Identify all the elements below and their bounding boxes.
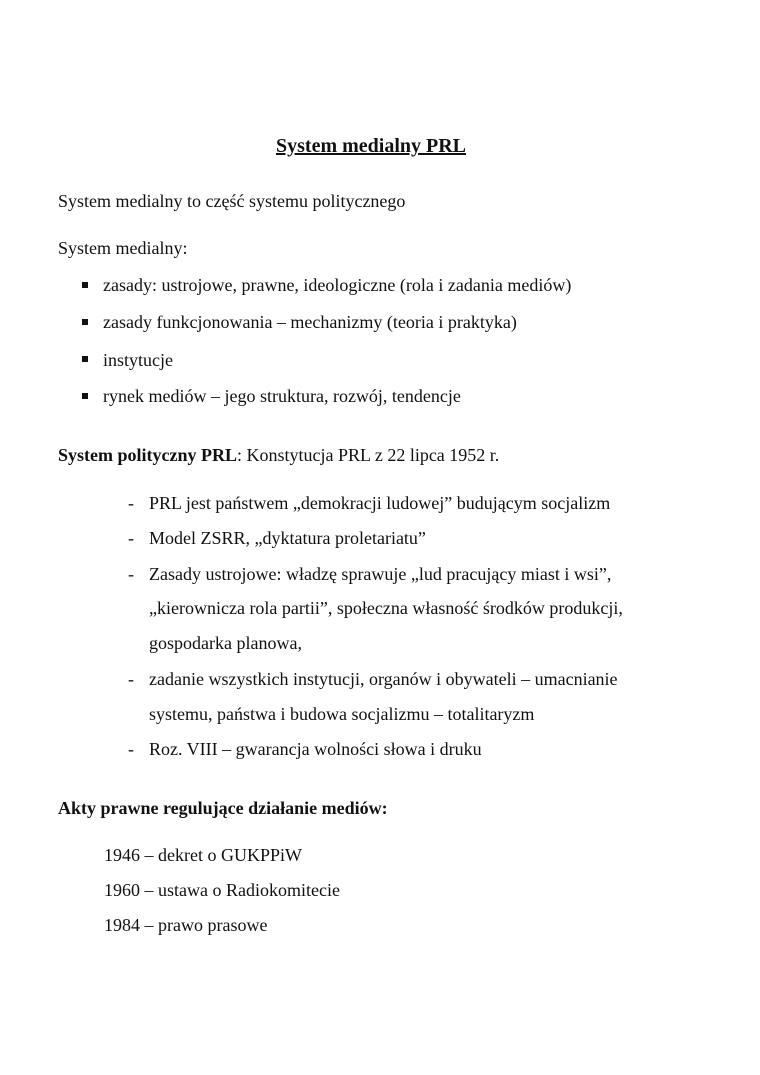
dash-marker: - [128,528,134,548]
square-bullet-icon [82,356,88,362]
list-item: 1984 – prawo prasowe [104,915,268,935]
dash-marker: - [128,493,134,513]
dash-item-line: zadanie wszystkich instytucji, organów i obywateli – umacnianie [149,669,618,689]
intro-paragraph: System medialny to część systemu politycznego [58,191,406,211]
dash-marker: - [128,669,134,689]
dash-marker: - [128,739,134,759]
square-bullet-icon [82,319,88,325]
list-item: 1960 – ustawa o Radiokomitecie [104,880,340,900]
dash-item-line: „kierownicza rola partii”, społeczna własność środków produkcji, [149,598,623,618]
dash-item-line: systemu, państwa i budowa socjalizmu – totalitaryzm [149,704,535,724]
square-bullet-icon [82,282,88,288]
bullet-text: instytucje [103,350,173,370]
bullet-text: zasady funkcjonowania – mechanizmy (teoria i praktyka) [103,312,517,332]
dash-item-line: PRL jest państwem „demokracji ludowej” budującym socjalizm [149,493,611,513]
bullet-text: zasady: ustrojowe, prawne, ideologiczne (rola i zadania mediów) [103,275,572,295]
list-item: 1946 – dekret o GUKPPiW [104,845,302,865]
acts-heading: Akty prawne regulujące działanie mediów: [58,798,388,818]
page-title: System medialny PRL [276,135,466,157]
political-system-label: System polityczny PRL [58,445,237,465]
political-system-text: : Konstytucja PRL z 22 lipca 1952 r. [237,445,500,465]
dash-item-line: gospodarka planowa, [149,633,302,653]
dash-item-line: Zasady ustrojowe: władzę sprawuje „lud pracujący miast i wsi”, [149,564,612,584]
dash-item-line: Roz. VIII – gwarancja wolności słowa i druku [149,739,482,759]
bullet-text: rynek mediów – jego struktura, rozwój, tendencje [103,386,461,406]
system-heading: System medialny: [58,238,188,258]
political-system-paragraph [58,446,499,464]
square-bullet-icon [82,393,88,399]
dash-item-line: Model ZSRR, „dyktatura proletariatu” [149,528,426,548]
dash-marker: - [128,564,134,584]
